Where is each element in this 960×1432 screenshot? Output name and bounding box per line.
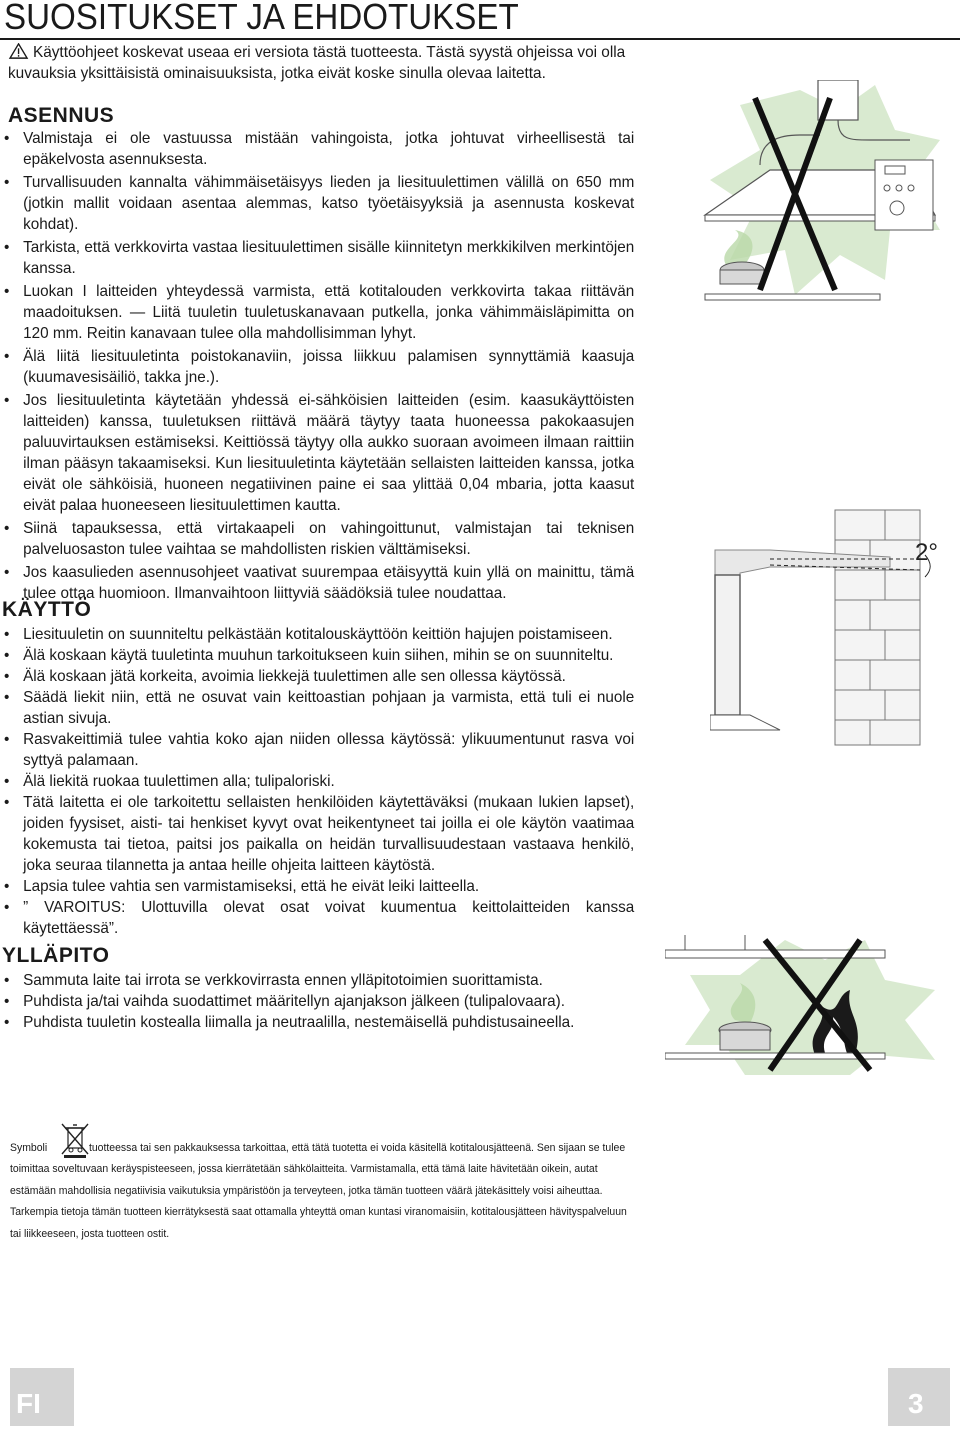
list-item: • Älä koskaan käytä tuuletinta muuhun tarkoitukseen kuin siihen, mihin se on suunniteltu. [4,645,634,666]
list-item: • Säädä liekit niin, että ne osuvat vain keittoastian pohjaan ja varmista, että tuli ei nuole astian sivuja. [4,687,634,729]
list-item: • Valmistaja ei ole vastuussa mistään vahingoista, jotka johtuvat virheellisestä tai epäkelvosta asennuksesta. [4,128,634,170]
intro-note [8,42,642,84]
list-item: • Jos kaasulieden asennusohjeet vaativat suurempaa etäisyyttä kuin yllä on mainittu, tämä tulee ottaa huomioon. Ilmanvaihtoon liittyviä säädöksiä tulee noudattaa. [4,562,634,604]
figure-hood-min-distance [700,80,950,310]
list-item: • Sammuta laite tai irrota se verkkovirrasta ennen ylläpitotoimien suorittamista. [4,970,634,991]
kaytto-list [4,624,634,939]
yllapito-list [4,970,634,1033]
list-item: • Puhdista ja/tai vaihda suodattimet määritellyn ajanjakson jälkeen (tulipalovaara). [4,991,634,1012]
list-item: • Puhdista tuuletin kostealla liimalla ja neutraalilla, nestemäisellä puhdistusaineella. [4,1012,634,1033]
list-item: • Lapsia tulee vahtia sen varmistamiseksi, että he eivät leiki laitteella. [4,876,634,897]
list-item: • Siinä tapauksessa, että virtakaapeli on vahingoittunut, valmistajan tai teknisen palveluosaston tulee vaihtaa se mahdollisten riskien välttämiseksi. [4,518,634,560]
list-item: • Turvallisuuden kannalta vähimmäisetäisyys lieden ja liesituulettimen välillä on 650 mm (jotkin mallit voidaan asentaa alemmas, katso työetäisyyksiä ja asennusta koskevat kohdat). [4,172,634,235]
warning-icon [8,43,29,59]
list-item: • Älä koskaan jätä korkeita, avoimia liekkejä tuulettimen alle sen ollessa käytössä. [4,666,634,687]
title-rule [0,38,960,40]
list-item: • Rasvakeittimiä tulee vahtia koko ajan niiden ollessa käytössä: ylikuumentunut rasva voi syttyä palamaan. [4,729,634,771]
page-title: SUOSITUKSET JA EHDOTUKSET [4,0,519,37]
list-item: • Luokan I laitteiden yhteydessä varmista, että kotitalouden verkkovirta takaa riittävän maadoituksen. — Liitä tuuletin tuuletuskanavaan putkella, jonka vähimmäisläpimitta on 120 mm. Reitin kanavaan tulee olla mahdollisimman lyhyt. [4,281,634,344]
figure-no-flambe [665,935,950,1075]
list-item: • ” VAROITUS: Ulottuvilla olevat osat voivat kuumentua keittolaitteiden kanssa käytettäessä”. [4,897,634,939]
list-item: • Tarkista, että verkkovirta vastaa liesituulettimen sisälle kiinnitetyn merkkikilven merkintöjen kanssa. [4,237,634,279]
list-item: • Älä liekitä ruokaa tuulettimen alla; tulipaloriski. [4,771,634,792]
heading-kaytto: KÄYTTÖ [2,598,92,621]
list-item: • Liesituuletin on suunniteltu pelkästään kotitalouskäyttöön keittiön hajujen poistamiseen. [4,624,634,645]
heading-yllapito: YLLÄPITO [2,944,110,967]
list-item: • Älä liitä liesituuletinta poistokanaviin, joissa liikkuu palamisen synnyttämiä kaasuja (kuumavesisäiliö, takka jne.). [4,346,634,388]
footer-lang: FI [16,1388,41,1419]
oven-panel [875,160,933,230]
weee-text: tuotteessa tai sen pakkauksessa tarkoittaa, että tätä tuotetta ei voida käsitellä kotitalousjätteenä. Sen sijaan se tulee toimittaa soveltuvaan keräyspisteeseen, jossa kierrätetään sähkölaitteita. Varmistamalla, että tämä laite hävitetään oikein, autat estämään mahdollisia negatiivisia vaikutuksia ympäristöön ja terveyteen, jotka tämän tuotteen väärä jätekäsittely voisi aiheuttaa. Tarkempia tietoja tämän tuotteen kierrätyksestä saat ottamalla yhteyttä oman kuntasi viranomaisiin, kotitalousjätteen hävityspalveluun tai liikkeeseen, josta tuotteen ostit. [10,1142,627,1240]
heading-asennus: ASENNUS [8,104,115,127]
angle-label: 2° [915,539,938,566]
list-item: • Jos liesituuletinta käytetään yhdessä ei-sähköisien laitteiden (esim. kaasukäyttöisten laitteiden) kanssa, tuuletuksen riittävä määrä täytyy taata huoneessa pakokaasujen paluuvirtauksen estämiseksi. Keittiössä täytyy olla aukko suoraan avoimeen ilmaan raittiin ilman pääsyn takaamiseksi. Kun liesituuletinta käytetään sellaisten laitteiden kanssa, jotka eivät ole sähköisiä, huoneen negatiivinen paine ei saa ylittää 0,04 mbaria, jotta kaasut eivät palaa huoneeseen liesituulettimen kautta. [4,390,634,516]
weee-notice [10,1138,628,1245]
figure-duct-slope [710,505,955,750]
asennus-list [4,128,634,604]
intro-text: Käyttöohjeet koskevat useaa eri versiota tästä tuotteesta. Tästä syystä ohjeissa voi olla kuvauksia yksittäisistä ominaisuuksista, jotka eivät koske sinulla olevaa laitetta. [8,44,626,82]
page-number: 3 [908,1388,924,1419]
list-item: • Tätä laitetta ei ole tarkoitettu sellaisten henkilöiden käytettäväksi (mukaan lukien lapset), joiden fyysiset, aisti- tai henkiset kyvyt ovat heikentyneet tai joilla ei ole käytön vaatimaa kokemusta tai tietoa, paitsi jos paikalla on heidän turvallisuudestaan vastaava henkilö, joka seuraa tilannetta ja antaa heille ohjeita laitteen käytöstä. [4,792,634,876]
weee-symbol-label: Symboli [10,1142,48,1154]
